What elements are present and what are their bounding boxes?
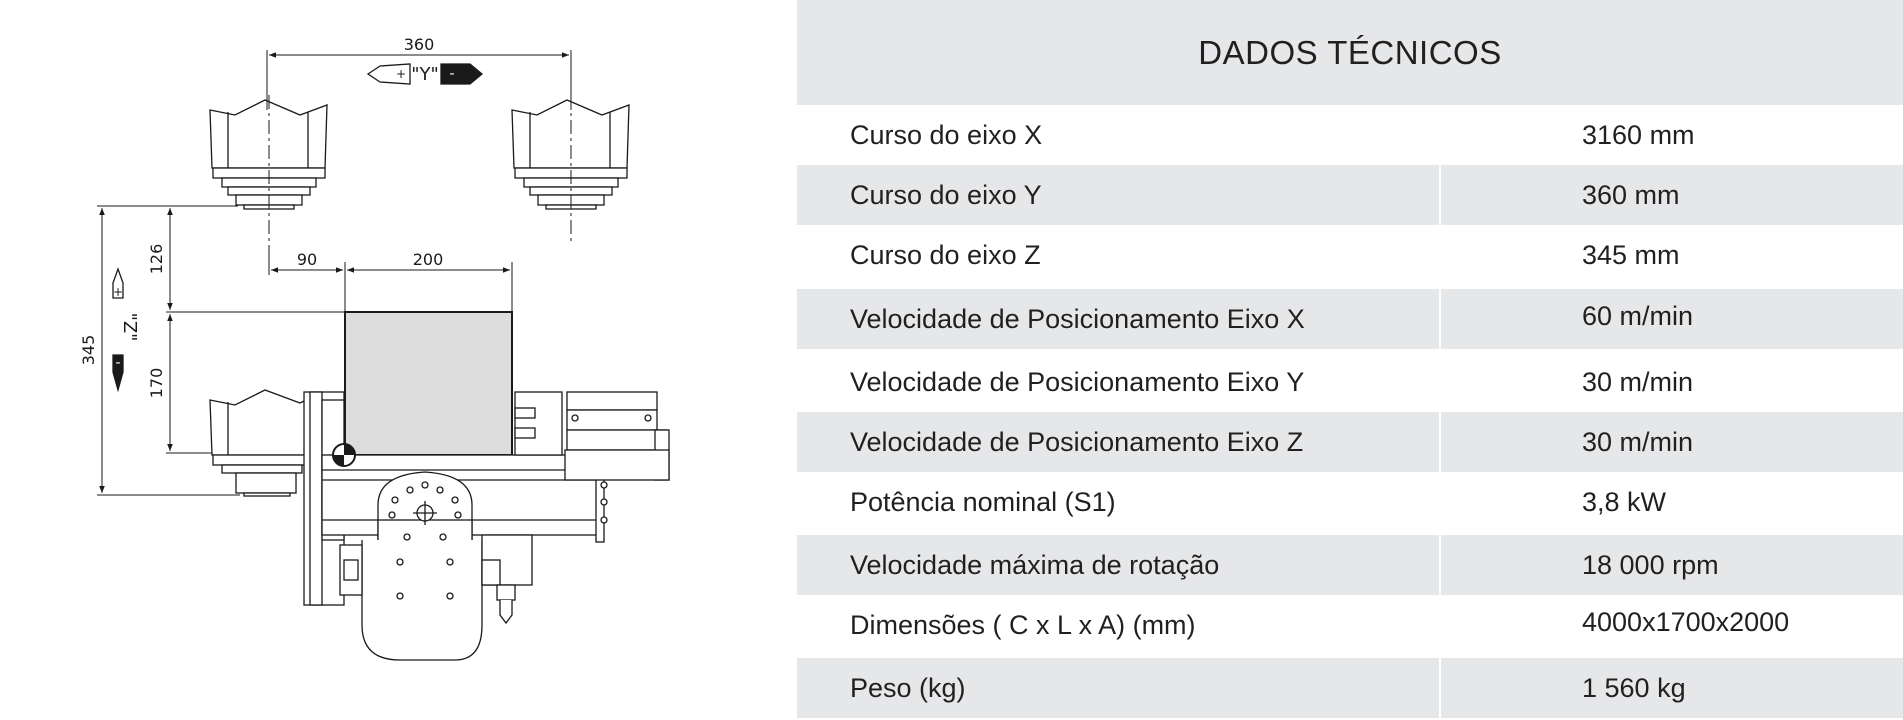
row-value: 30 m/min <box>1582 426 1694 457</box>
column-divider <box>1439 535 1441 595</box>
table-title: DADOS TÉCNICOS <box>797 0 1903 105</box>
row-label: Velocidade de Posicionamento Eixo Z <box>850 426 1304 457</box>
z-axis-label: "Z" <box>119 312 140 342</box>
y-axis-label: "Y" <box>411 64 439 85</box>
row-label: Velocidade máxima de rotação <box>850 549 1220 580</box>
column-divider <box>1439 658 1441 718</box>
row-label: Curso do eixo X <box>850 119 1043 150</box>
row-value: 345 mm <box>1582 239 1680 270</box>
table-row <box>797 658 1903 718</box>
table-row <box>797 472 1903 532</box>
table-row <box>797 289 1903 349</box>
row-label: Potência nominal (S1) <box>850 486 1116 517</box>
technical-drawing <box>0 0 790 720</box>
row-label: Dimensões ( C x L x A) (mm) <box>850 609 1196 640</box>
table-row <box>797 225 1903 285</box>
dim-height-1: 126 <box>147 243 166 275</box>
row-value: 3160 mm <box>1582 119 1695 150</box>
table-row <box>797 105 1903 165</box>
row-value: 1 560 kg <box>1582 672 1686 703</box>
dim-y-travel: 360 <box>403 35 435 54</box>
row-label: Peso (kg) <box>850 672 966 703</box>
table-row <box>797 595 1903 655</box>
column-divider <box>1439 289 1441 349</box>
row-value: 30 m/min <box>1582 366 1694 397</box>
plus-sign-z: + <box>112 285 124 299</box>
row-value: 18 000 rpm <box>1582 549 1719 580</box>
dim-offset-2: 200 <box>412 250 444 269</box>
row-value: 360 mm <box>1582 179 1680 210</box>
row-label: Velocidade de Posicionamento Eixo X <box>850 303 1305 334</box>
table-row <box>797 352 1903 412</box>
dim-offset-1: 90 <box>296 250 318 269</box>
row-label: Curso do eixo Z <box>850 239 1041 270</box>
row-value: 3,8 kW <box>1582 486 1667 517</box>
row-label: Curso do eixo Y <box>850 179 1042 210</box>
plus-sign-y: + <box>395 67 407 81</box>
minus-sign-y: - <box>449 66 455 82</box>
row-label: Velocidade de Posicionamento Eixo Y <box>850 366 1305 397</box>
row-value: 60 m/min <box>1582 300 1694 331</box>
table-row <box>797 535 1903 595</box>
dim-height-2: 170 <box>147 367 166 399</box>
table-row <box>797 165 1903 225</box>
row-value: 4000x1700x2000 <box>1582 606 1790 637</box>
dim-total-height: 345 <box>79 334 98 366</box>
lower-spindle-assembly <box>210 312 669 660</box>
column-divider <box>1439 412 1441 472</box>
minus-sign-z: - <box>115 355 121 371</box>
column-divider <box>1439 165 1441 225</box>
table-row <box>797 412 1903 472</box>
tech-specs-table <box>797 0 1903 720</box>
